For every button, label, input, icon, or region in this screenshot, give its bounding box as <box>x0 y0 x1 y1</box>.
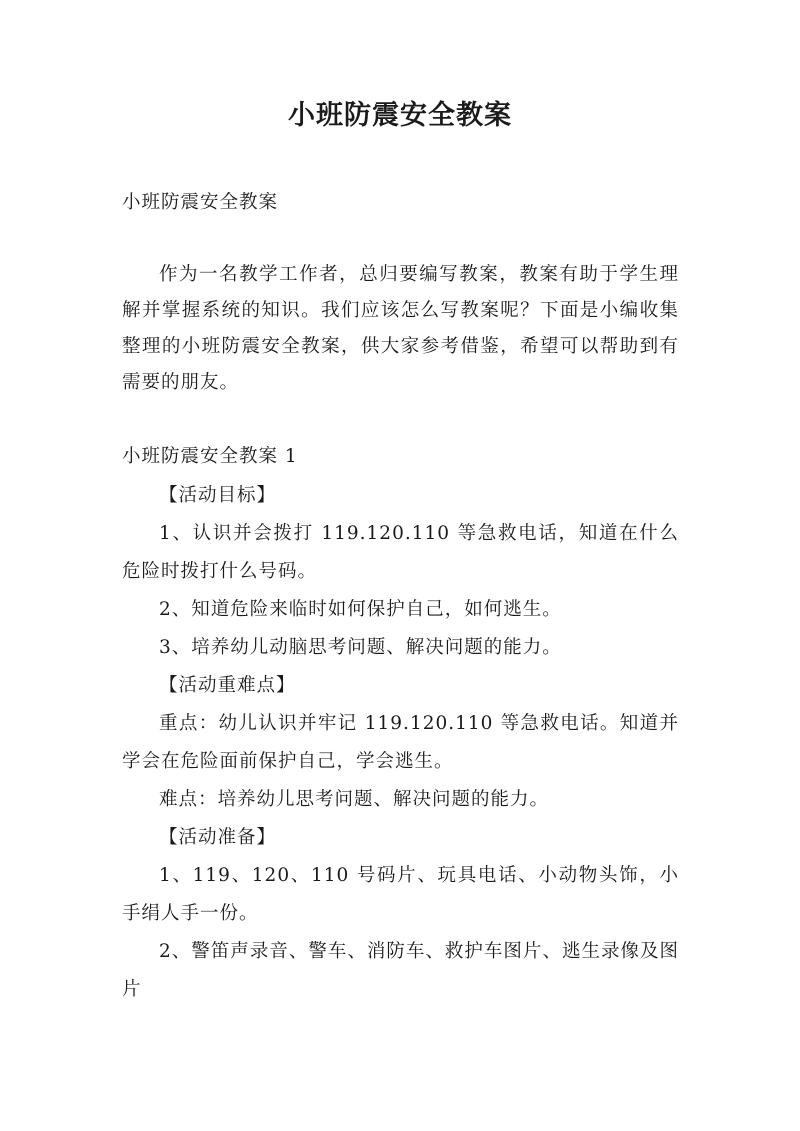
goal-item-1: 1、认识并会拨打 119.120.110 等急救电话，知道在什么危险时拨打什么号码。 <box>122 523 679 582</box>
goal-item-2: 2、知道危险来临时如何保护自己，如何逃生。 <box>159 599 562 620</box>
preparation-item-1: 1、119、120、110 号码片、玩具电话、小动物头饰，小手绢人手一份。 <box>122 865 679 924</box>
difficult-point-paragraph: 难点：培养幼儿思考问题、解决问题的能力。 <box>159 789 550 810</box>
document-subtitle: 小班防震安全教案 <box>122 192 279 213</box>
intro-paragraph: 作为一名教学工作者，总归要编写教案，教案有助于学生理解并掌握系统的知识。我们应该怎么写教案呢？下面是小编收集整理的小班防震安全教案，供大家参考借鉴，希望可以帮助到有需要的朋友。 <box>122 264 679 393</box>
document-title: 小班防震安全教案 <box>288 100 512 131</box>
section-title: 小班防震安全教案 1 <box>122 446 298 467</box>
preparation-item-2: 2、警笛声录音、警车、消防车、救护车图片、逃生录像及图片 <box>122 941 679 1000</box>
key-point-paragraph: 重点：幼儿认识并牢记 119.120.110 等急救电话。知道并学会在危险面前保护自己，学会逃生。 <box>122 713 679 772</box>
document-body <box>122 185 679 1009</box>
goal-item-3: 3、培养幼儿动脑思考问题、解决问题的能力。 <box>159 637 562 658</box>
key-points-heading: 【活动重难点】 <box>159 675 296 696</box>
goals-heading: 【活动目标】 <box>159 485 277 506</box>
preparation-heading: 【活动准备】 <box>159 827 277 848</box>
